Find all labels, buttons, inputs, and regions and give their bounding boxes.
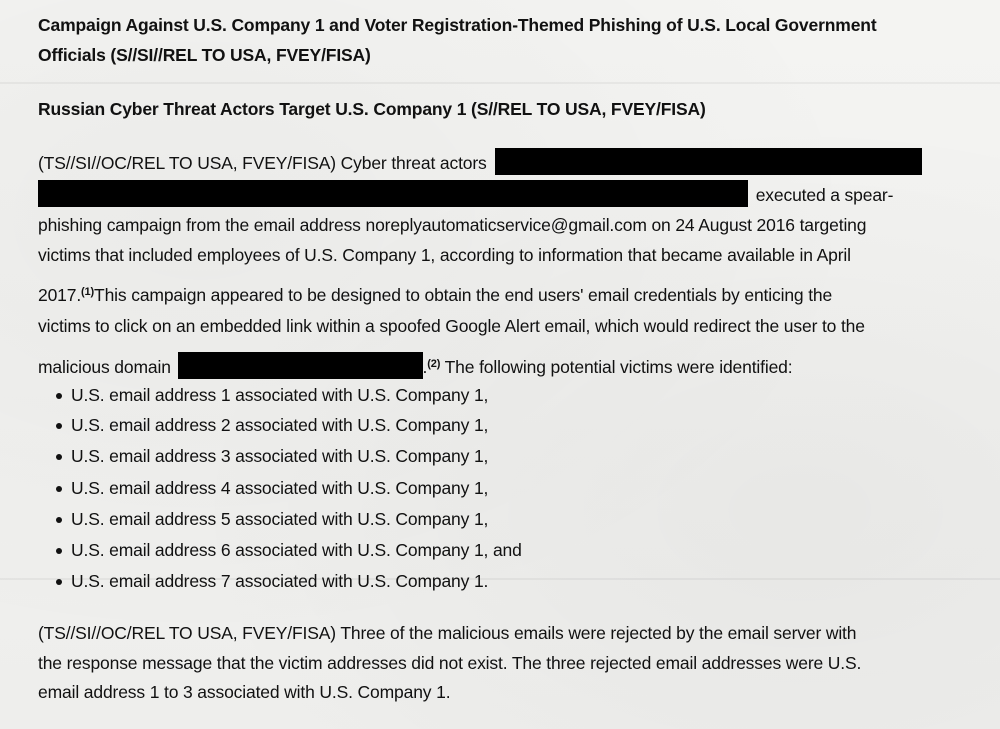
para2-line-1: (TS//SI//OC/REL TO USA, FVEY/FISA) Three of the malicious emails were rejected by the email server with [38,623,857,643]
bullet-icon [56,393,62,399]
doc-title-line-1: Campaign Against U.S. Company 1 and Voter Registration-Themed Phishing of U.S. Local Government [38,15,877,35]
bullet-icon [56,454,62,460]
footnote-2: (2) [427,358,441,370]
para1-text: (TS//SI//OC/REL TO USA, FVEY/FISA) Cyber threat actors [38,153,487,173]
list-item [56,508,488,530]
bullet-icon [56,486,62,492]
victim-text: U.S. email address 1 associated with U.S. Company 1, [71,385,489,405]
para1-line-4: victims that included employees of U.S. Company 1, according to information that became available in April [38,245,851,265]
para1-text: executed a spear- [755,185,894,205]
list-item [56,445,488,467]
victim-text: U.S. email address 2 associated with U.S. Company 1, [71,415,489,435]
list-item [56,414,488,436]
list-item [56,477,488,499]
victim-text: U.S. email address 3 associated with U.S. Company 1, [71,446,489,466]
section-subtitle: Russian Cyber Threat Actors Target U.S. Company 1 (S//REL TO USA, FVEY/FISA) [38,99,706,119]
para1-text: . [422,357,428,377]
redaction-block [495,148,922,175]
bullet-icon [56,579,62,585]
para1-text: 2017. [38,285,82,305]
para1-line-5 [38,284,832,306]
victim-text: U.S. email address 5 associated with U.S. Company 1, [71,509,489,529]
victim-text: U.S. email address 6 associated with U.S. Company 1, and [71,540,522,560]
para1-line-6: victims to click on an embedded link within a spoofed Google Alert email, which would redirect the user to the [38,316,865,336]
victim-text: U.S. email address 4 associated with U.S. Company 1, [71,478,489,498]
para1-line-2 [38,180,893,207]
para1-text: malicious domain [38,357,171,377]
para1-text: The following potential victims were identified: [440,357,793,377]
list-item [56,570,488,592]
bullet-icon [56,423,62,429]
redaction-block [178,352,423,379]
para1-line-7 [38,352,792,379]
redaction-block [38,180,748,207]
bullet-icon [56,548,62,554]
bullet-icon [56,517,62,523]
doc-title-line-2: Officials (S//SI//REL TO USA, FVEY/FISA) [38,45,371,65]
paper-crease [0,82,1000,84]
list-item [56,539,522,561]
para1-line-1 [38,148,922,175]
victim-text: U.S. email address 7 associated with U.S. Company 1. [71,571,489,591]
footnote-1: (1) [81,286,95,298]
para2-line-2: the response message that the victim addresses did not exist. The three rejected email addresses were U.S. [38,653,862,673]
para2-line-3: email address 1 to 3 associated with U.S. Company 1. [38,682,451,702]
para1-line-3: phishing campaign from the email address noreplyautomaticservice@gmail.com on 24 August 2016 targeting [38,215,867,235]
list-item [56,384,488,406]
para1-text: This campaign appeared to be designed to obtain the end users' email credentials by enticing the [94,285,833,305]
